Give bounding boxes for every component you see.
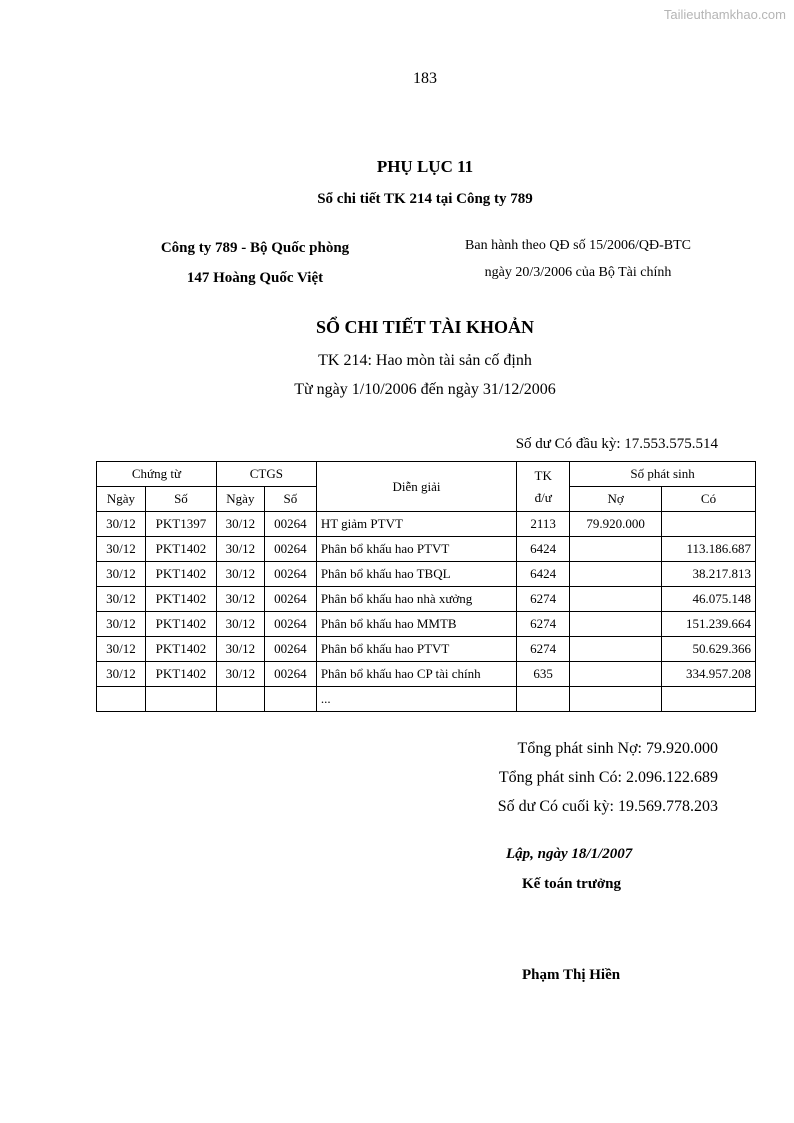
cell-tk: 635: [517, 662, 570, 687]
signature-name: Phạm Thị Hiền: [522, 967, 621, 983]
cell-co: 46.075.148: [662, 587, 756, 612]
cell-so: PKT1402: [145, 612, 216, 637]
table-row: [97, 612, 756, 637]
ledger-table: [96, 461, 756, 712]
total-debit: Tổng phát sinh Nợ: 79.920.000: [517, 740, 718, 757]
cell-tk: 6274: [517, 612, 570, 637]
cell-ctgs-so: 00264: [264, 537, 316, 562]
cell-ctgs-ngay: 30/12: [216, 562, 264, 587]
cell-ctgs-so: 00264: [264, 512, 316, 537]
cell-dien-giai: HT giảm PTVT: [316, 512, 516, 537]
cell-ctgs-ngay: 30/12: [216, 537, 264, 562]
account-line: TK 214: Hao mòn tài sản cố định: [318, 352, 532, 369]
cell-so: PKT1402: [145, 562, 216, 587]
cell-co: 50.629.366: [662, 637, 756, 662]
cell-co: 334.957.208: [662, 662, 756, 687]
cell-no: [570, 537, 662, 562]
header-so-phat-sinh: Số phát sinh: [570, 462, 756, 487]
cell-co: [662, 687, 756, 712]
watermark-text: Tailieuthamkhao.com: [663, 7, 786, 22]
cell-ngay: 30/12: [97, 587, 146, 612]
cell-no: [570, 687, 662, 712]
signature-role: Kế toán trưởng: [522, 876, 621, 892]
cell-so: [145, 687, 216, 712]
cell-dien-giai: ...: [316, 687, 516, 712]
period-line: Từ ngày 1/10/2006 đến ngày 31/12/2006: [294, 381, 556, 398]
cell-ngay: [97, 687, 146, 712]
cell-ctgs-ngay: 30/12: [216, 512, 264, 537]
cell-dien-giai: Phân bổ khấu hao TBQL: [316, 562, 516, 587]
opening-balance: Số dư Có đầu kỳ: 17.553.575.514: [515, 436, 718, 452]
closing-balance: Số dư Có cuối kỳ: 19.569.778.203: [497, 798, 718, 815]
cell-tk: 2113: [517, 512, 570, 537]
decree-line-2: ngày 20/3/2006 của Bộ Tài chính: [484, 265, 672, 280]
table-row: [97, 662, 756, 687]
cell-tk: 6274: [517, 637, 570, 662]
header-tk-line-1: TK: [534, 467, 552, 483]
cell-tk: 6274: [517, 587, 570, 612]
header-no: Nợ: [570, 487, 662, 512]
cell-so: PKT1402: [145, 662, 216, 687]
cell-ngay: 30/12: [97, 662, 146, 687]
total-credit: Tổng phát sinh Có: 2.096.122.689: [498, 769, 718, 786]
table-row: [97, 562, 756, 587]
table-row: [97, 537, 756, 562]
cell-ctgs-so: [264, 687, 316, 712]
cell-co: 113.186.687: [662, 537, 756, 562]
cell-so: PKT1397: [145, 512, 216, 537]
cell-ctgs-ngay: 30/12: [216, 587, 264, 612]
cell-ctgs-so: 00264: [264, 587, 316, 612]
company-block: [132, 233, 378, 293]
page-number: 183: [413, 70, 437, 87]
table-header-row: [97, 462, 756, 487]
cell-ctgs-so: 00264: [264, 637, 316, 662]
ledger-body: [97, 512, 756, 712]
table-row: [97, 587, 756, 612]
header-ctgs-so: Số: [264, 487, 316, 512]
cell-no: [570, 612, 662, 637]
cell-ngay: 30/12: [97, 512, 146, 537]
cell-ngay: 30/12: [97, 637, 146, 662]
cell-ctgs-so: 00264: [264, 562, 316, 587]
company-name: Công ty 789 - Bộ Quốc phòng: [160, 240, 350, 256]
signature-date: Lập, ngày 18/1/2007: [506, 846, 633, 862]
cell-ctgs-so: 00264: [264, 662, 316, 687]
cell-dien-giai: Phân bổ khấu hao PTVT: [316, 637, 516, 662]
cell-tk: [517, 687, 570, 712]
header-ngay: Ngày: [97, 487, 146, 512]
cell-ctgs-ngay: [216, 687, 264, 712]
decree-line-1: Ban hành theo QĐ số 15/2006/QĐ-BTC: [465, 238, 691, 253]
cell-so: PKT1402: [145, 537, 216, 562]
cell-no: [570, 587, 662, 612]
cell-ngay: 30/12: [97, 612, 146, 637]
cell-co: 151.239.664: [662, 612, 756, 637]
cell-so: PKT1402: [145, 587, 216, 612]
cell-so: PKT1402: [145, 637, 216, 662]
cell-no: [570, 562, 662, 587]
cell-tk: 6424: [517, 537, 570, 562]
header-ctgs-ngay: Ngày: [216, 487, 264, 512]
header-so: Số: [145, 487, 216, 512]
header-tk: [517, 462, 570, 512]
header-dien-giai: Diễn giải: [316, 462, 516, 512]
header-ctgs: CTGS: [216, 462, 316, 487]
cell-ctgs-so: 00264: [264, 612, 316, 637]
cell-dien-giai: Phân bổ khấu hao MMTB: [316, 612, 516, 637]
decree-block: [440, 232, 716, 286]
header-co: Có: [662, 487, 756, 512]
cell-no: [570, 662, 662, 687]
cell-dien-giai: Phân bổ khấu hao PTVT: [316, 537, 516, 562]
cell-ctgs-ngay: 30/12: [216, 612, 264, 637]
cell-ngay: 30/12: [97, 562, 146, 587]
cell-co: 38.217.813: [662, 562, 756, 587]
company-address: 147 Hoàng Quốc Việt: [186, 270, 324, 286]
table-row: [97, 512, 756, 537]
ledger-title: SỔ CHI TIẾT TÀI KHOẢN: [315, 317, 535, 337]
header-tk-line-2: đ/ư: [534, 489, 552, 505]
table-row: [97, 687, 756, 712]
cell-ngay: 30/12: [97, 537, 146, 562]
cell-tk: 6424: [517, 562, 570, 587]
cell-ctgs-ngay: 30/12: [216, 662, 264, 687]
appendix-subtitle: Sổ chi tiết TK 214 tại Công ty 789: [317, 191, 533, 207]
appendix-title: PHỤ LỤC 11: [376, 157, 474, 176]
table-row: [97, 637, 756, 662]
cell-ctgs-ngay: 30/12: [216, 637, 264, 662]
cell-dien-giai: Phân bổ khấu hao nhà xưởng: [316, 587, 516, 612]
cell-no: 79.920.000: [570, 512, 662, 537]
cell-co: [662, 512, 756, 537]
header-chung-tu: Chứng từ: [97, 462, 217, 487]
cell-no: [570, 637, 662, 662]
cell-dien-giai: Phân bổ khấu hao CP tài chính: [316, 662, 516, 687]
